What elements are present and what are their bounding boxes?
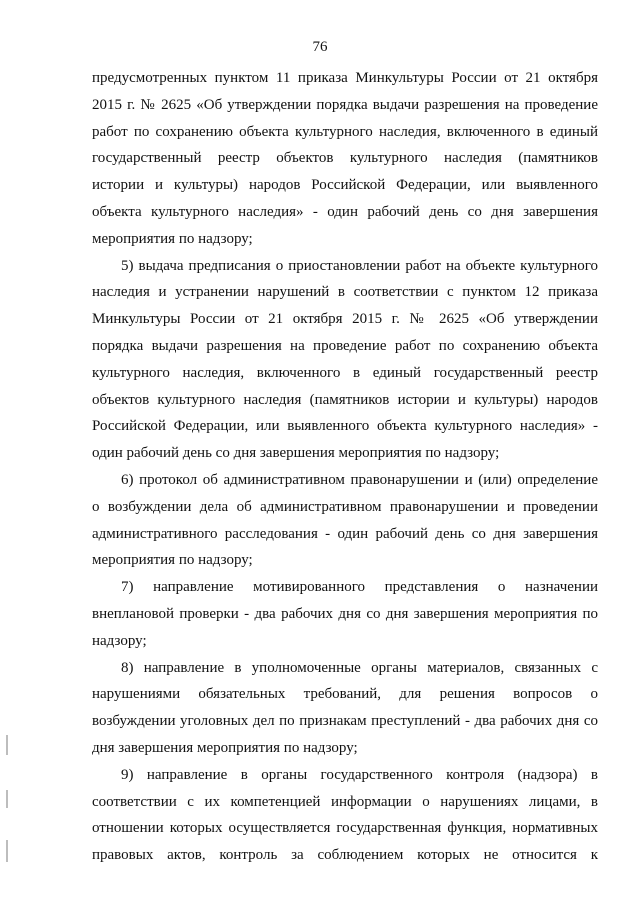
- text-line: 6) протокол об административном правонарушении и (или) определение: [121, 471, 598, 488]
- text-line: 9) направление в органы государственного контроля (надзора) в: [121, 766, 598, 783]
- paragraph-continuation: [92, 65, 598, 253]
- text-line: порядка выдачи разрешения на проведение работ по сохранению объекта: [92, 337, 598, 354]
- text-line: дня завершения мероприятия по надзору;: [92, 739, 358, 756]
- paragraph-item-7: [92, 574, 598, 654]
- text-line: внеплановой проверки - два рабочих дня со дня завершения мероприятия по: [92, 605, 598, 622]
- text-line: правовых актов, контроль за соблюдением которых не относится к: [92, 847, 598, 864]
- text-line: надзору;: [92, 632, 147, 649]
- text-line: о возбуждении дела об административном правонарушении и проведении: [92, 498, 598, 515]
- scan-edge-mark: [6, 840, 8, 862]
- text-line: работ по сохранению объекта культурного наследия, включенного в единый: [92, 123, 598, 140]
- text-line: отношении которых осуществляется государственная функция, нормативных: [92, 820, 598, 837]
- text-line: истории и культуры) народов Российской Федерации, или выявленного: [92, 177, 598, 194]
- text-line: наследия и устранении нарушений в соответствии с пунктом 12 приказа: [92, 284, 598, 301]
- text-line: предусмотренных пунктом 11 приказа Минкультуры России от 21 октября: [92, 70, 598, 86]
- text-line: нарушениями обязательных требований, для решения вопросов о: [92, 686, 598, 703]
- paragraph-item-6: [92, 467, 598, 574]
- text-line: культурного наследия, включенного в единый государственный реестр: [92, 364, 598, 381]
- text-line: мероприятия по надзору;: [92, 230, 253, 247]
- paragraph-item-5: [92, 253, 598, 467]
- text-line: один рабочий день со дня завершения мероприятия по надзору;: [92, 445, 500, 462]
- page-number: 76: [312, 39, 328, 55]
- text-line: государственный реестр объектов культурного наследия (памятников: [92, 150, 598, 167]
- document-body: [92, 65, 598, 869]
- text-line: 5) выдача предписания о приостановлении работ на объекте культурного: [121, 257, 598, 274]
- text-line: соответствии с их компетенцией информации о нарушениях лицами, в: [92, 793, 598, 810]
- text-line: объектов культурного наследия (памятников истории и культуры) народов: [92, 391, 598, 408]
- paragraph-item-9: [92, 762, 598, 869]
- paragraph-item-8: [92, 655, 598, 762]
- text-line: 2015 г. № 2625 «Об утверждении порядка выдачи разрешения на проведение: [92, 96, 598, 113]
- scan-edge-mark: [6, 790, 8, 808]
- text-line: 8) направление в уполномоченные органы материалов, связанных с: [121, 659, 598, 676]
- text-line: возбуждении уголовных дел по признакам преступлений - два рабочих дня со: [92, 713, 598, 730]
- text-line: Российской Федерации, или выявленного объекта культурного наследия» -: [92, 418, 598, 435]
- scan-edge-mark: [6, 735, 8, 755]
- text-line: мероприятия по надзору;: [92, 552, 253, 569]
- text-line: объекта культурного наследия» - один рабочий день со дня завершения: [92, 203, 598, 220]
- text-line: Минкультуры России от 21 октября 2015 г. № 2625 «Об утверждении: [92, 311, 598, 328]
- text-line: 7) направление мотивированного представления о назначении: [121, 579, 598, 596]
- text-line: административного расследования - один рабочий день со дня завершения: [92, 525, 598, 542]
